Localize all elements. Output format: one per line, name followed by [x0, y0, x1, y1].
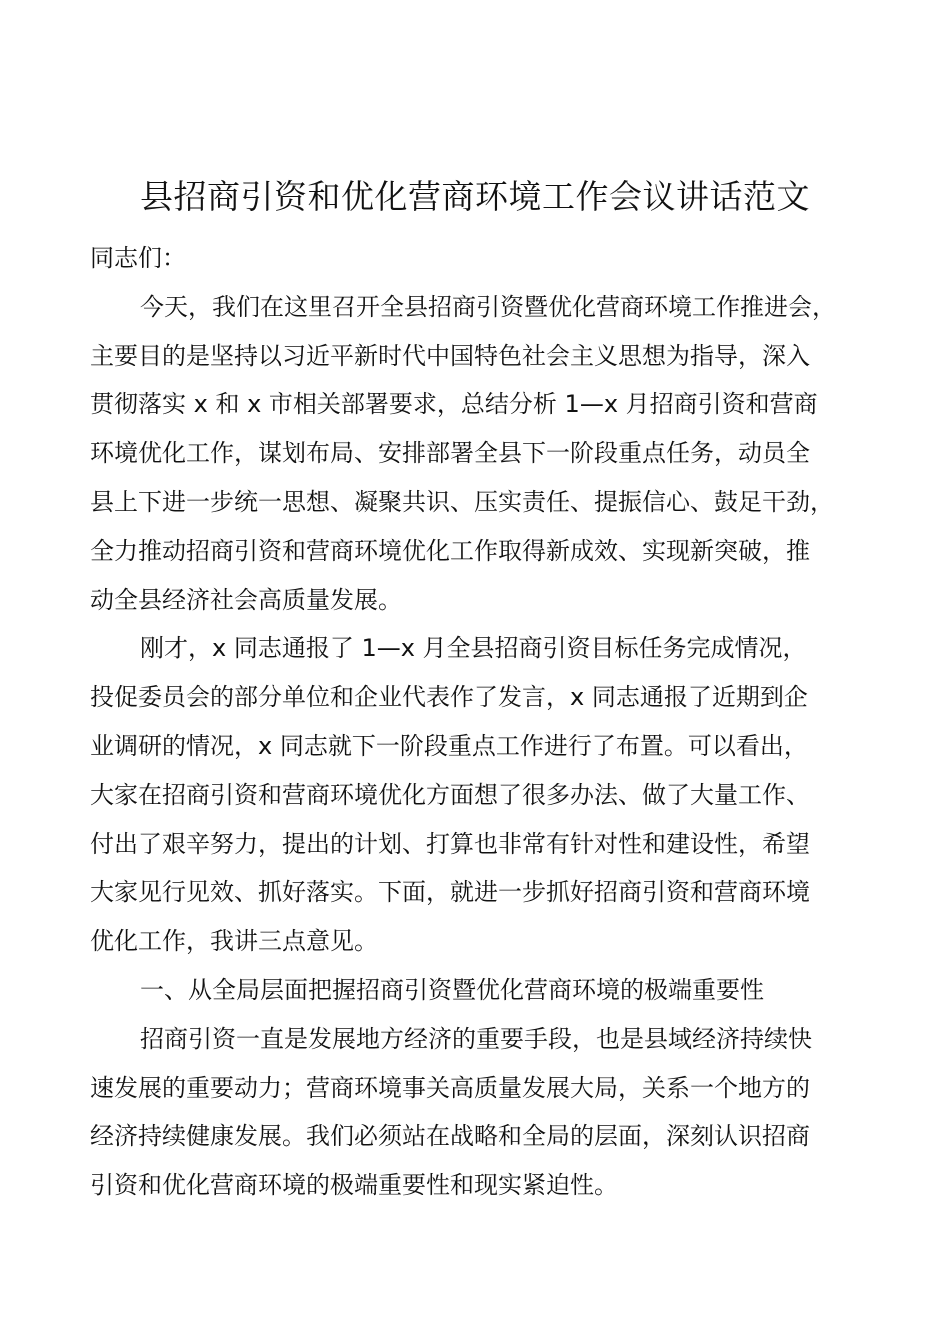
document-body [90, 234, 880, 1210]
paragraph-2 [90, 624, 880, 966]
paragraph-3 [90, 1015, 880, 1210]
greeting: 同志们： [90, 244, 186, 272]
paragraph-1 [90, 283, 880, 625]
paragraph-line: 投促委员会的部分单位和企业代表作了发言，x 同志通报了近期到企 [90, 683, 808, 712]
paragraph-line: 动全县经济社会高质量发展。 [90, 585, 402, 614]
paragraph-line: 招商引资一直是发展地方经济的重要手段，也是县域经济持续快 [140, 1024, 812, 1053]
paragraph-line: 付出了艰辛努力，提出的计划、打算也非常有针对性和建设性，希望 [90, 829, 810, 858]
section-heading-1 [90, 966, 880, 1015]
paragraph-line: 全力推动招商引资和营商环境优化工作取得新成效、实现新突破，推 [90, 536, 810, 565]
paragraph-line: 贯彻落实 x 和 x 市相关部署要求，总结分析 1—x 月招商引资和营商 [90, 390, 818, 419]
paragraph-line: 业调研的情况，x 同志就下一阶段重点工作进行了布置。可以看出， [90, 731, 808, 760]
paragraph-line: 今天，我们在这里召开全县招商引资暨优化营商环境工作推进会， [140, 292, 836, 321]
paragraph-line: 经济持续健康发展。我们必须站在战略和全局的层面，深刻认识招商 [90, 1122, 810, 1151]
paragraph-line: 引资和优化营商环境的极端重要性和现实紧迫性。 [90, 1171, 618, 1200]
document-title: 县招商引资和优化营商环境工作会议讲话范文 [140, 177, 810, 216]
paragraph-line: 优化工作，我讲三点意见。 [90, 927, 378, 956]
section-heading-line: 一、从全局层面把握招商引资暨优化营商环境的极端重要性 [140, 975, 764, 1004]
paragraph-line: 速发展的重要动力；营商环境事关高质量发展大局，关系一个地方的 [90, 1073, 810, 1102]
paragraph-line: 大家在招商引资和营商环境优化方面想了很多办法、做了大量工作、 [90, 780, 810, 809]
paragraph-line: 大家见行见效、抓好落实。下面，就进一步抓好招商引资和营商环境 [90, 878, 810, 907]
paragraph-line: 环境优化工作，谋划布局、安排部署全县下一阶段重点任务，动员全 [90, 439, 810, 468]
paragraph-line: 县上下进一步统一思想、凝聚共识、压实责任、提振信心、鼓足干劲， [90, 487, 834, 516]
paragraph-line: 主要目的是坚持以习近平新时代中国特色社会主义思想为指导，深入 [90, 341, 810, 370]
paragraph-line: 刚才，x 同志通报了 1—x 月全县招商引资目标任务完成情况， [140, 634, 807, 663]
